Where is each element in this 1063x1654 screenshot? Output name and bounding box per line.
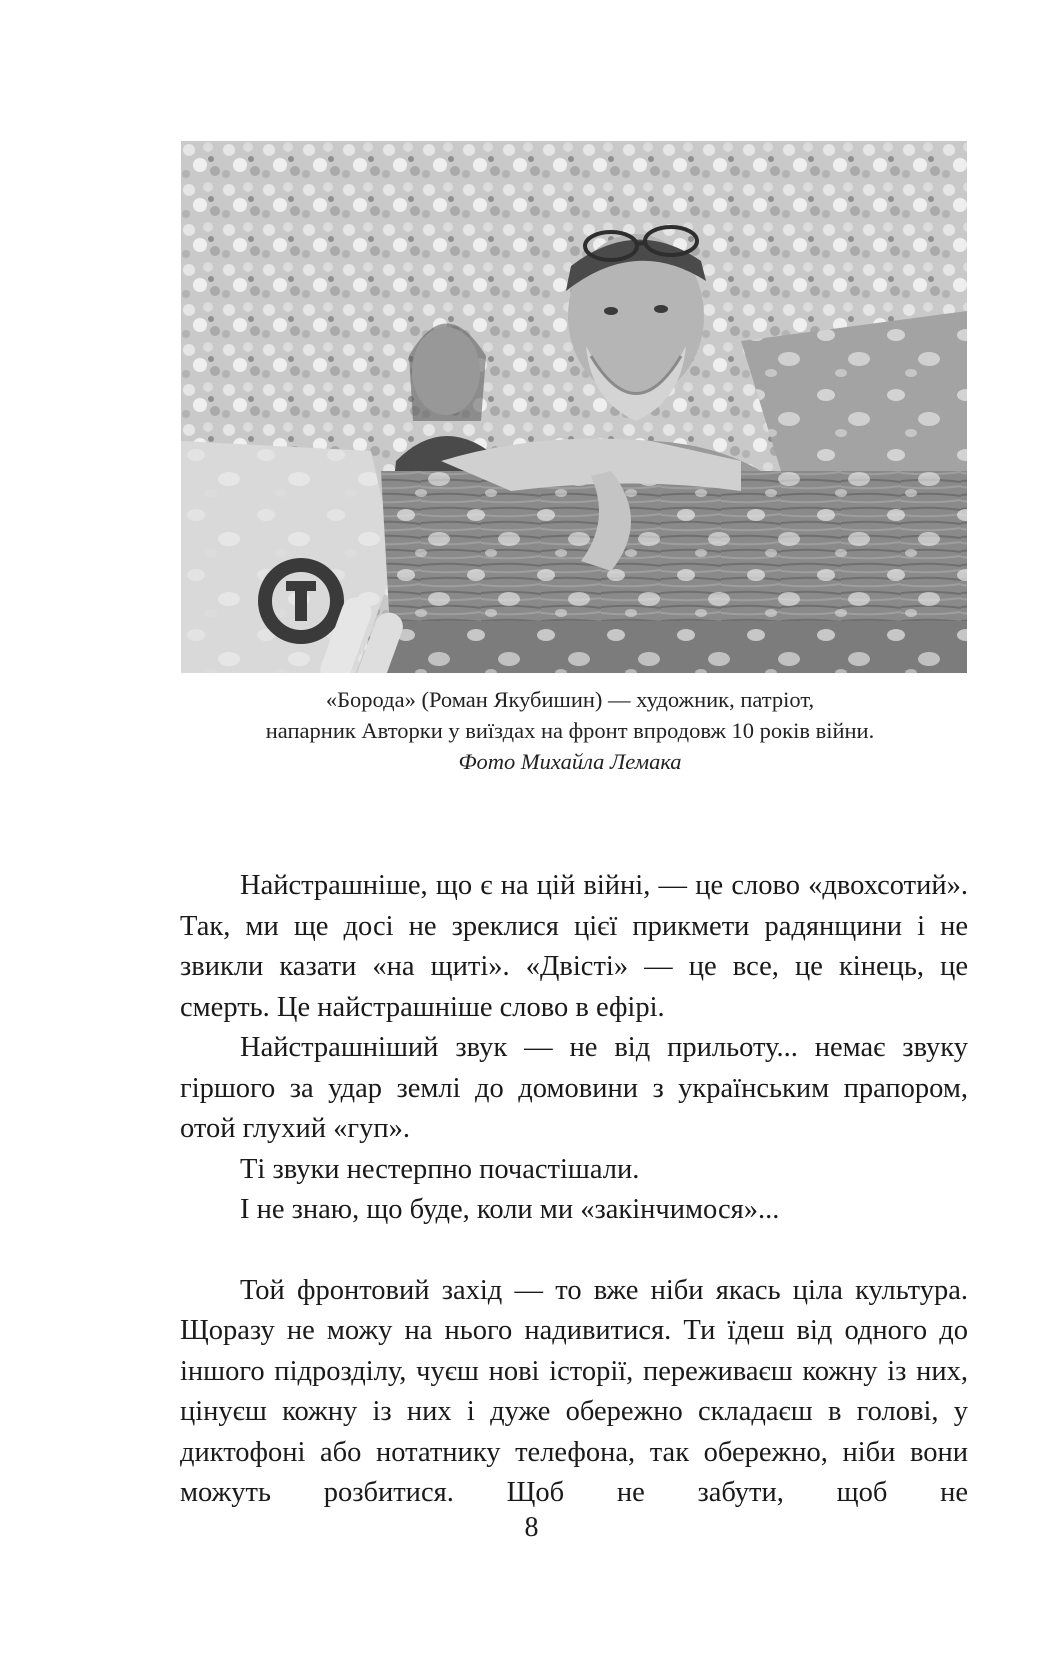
paragraph: І не знаю, що буде, коли ми «закінчимося»... <box>240 1194 780 1225</box>
body-text <box>180 866 968 1514</box>
page-number: 8 <box>524 1512 539 1543</box>
photo-image <box>181 141 967 673</box>
paragraph: Ті звуки нестерпно почастішали. <box>240 1153 640 1185</box>
paragraph: Той фронтовий захід — то вже ніби якась ціла культура. Щоразу не можу на нього надивитися. Ти їдеш від одного до іншого підрозділу, чуєш нові історії, переживаєш кожну із них, цінуєш кожну із них і дуже обережно складаєш в голові, у диктофоні або нотатнику телефона, так обережно, ніби вони можуть розбитися. Щоб не забути, щоб не <box>180 1274 968 1508</box>
photo-caption <box>150 684 990 777</box>
caption-line-2: напарник Авторки у виїздах на фронт впродовж 10 років війни. <box>265 718 875 743</box>
paragraph: Найстрашніше, що є на цій війні, — це слово «двохсотий». Так, ми ще досі не зреклися цієї прикмети радянщини і не звикли казати «на щиті». «Двісті» — це все, це кінець, це смерть. Це найстрашніше слово в ефірі. <box>180 870 968 1023</box>
section-gap <box>180 1231 968 1271</box>
photo-credit: Фото Михайла Лемака <box>458 749 682 774</box>
caption-line-1: «Борода» (Роман Якубишин) — художник, патріот, <box>325 687 815 712</box>
photo <box>181 141 967 673</box>
paragraph: Найстрашніший звук — не від прильоту... немає звуку гіршого за удар землі до домовини з українським прапором, отой глухий «гуп». <box>180 1032 968 1144</box>
